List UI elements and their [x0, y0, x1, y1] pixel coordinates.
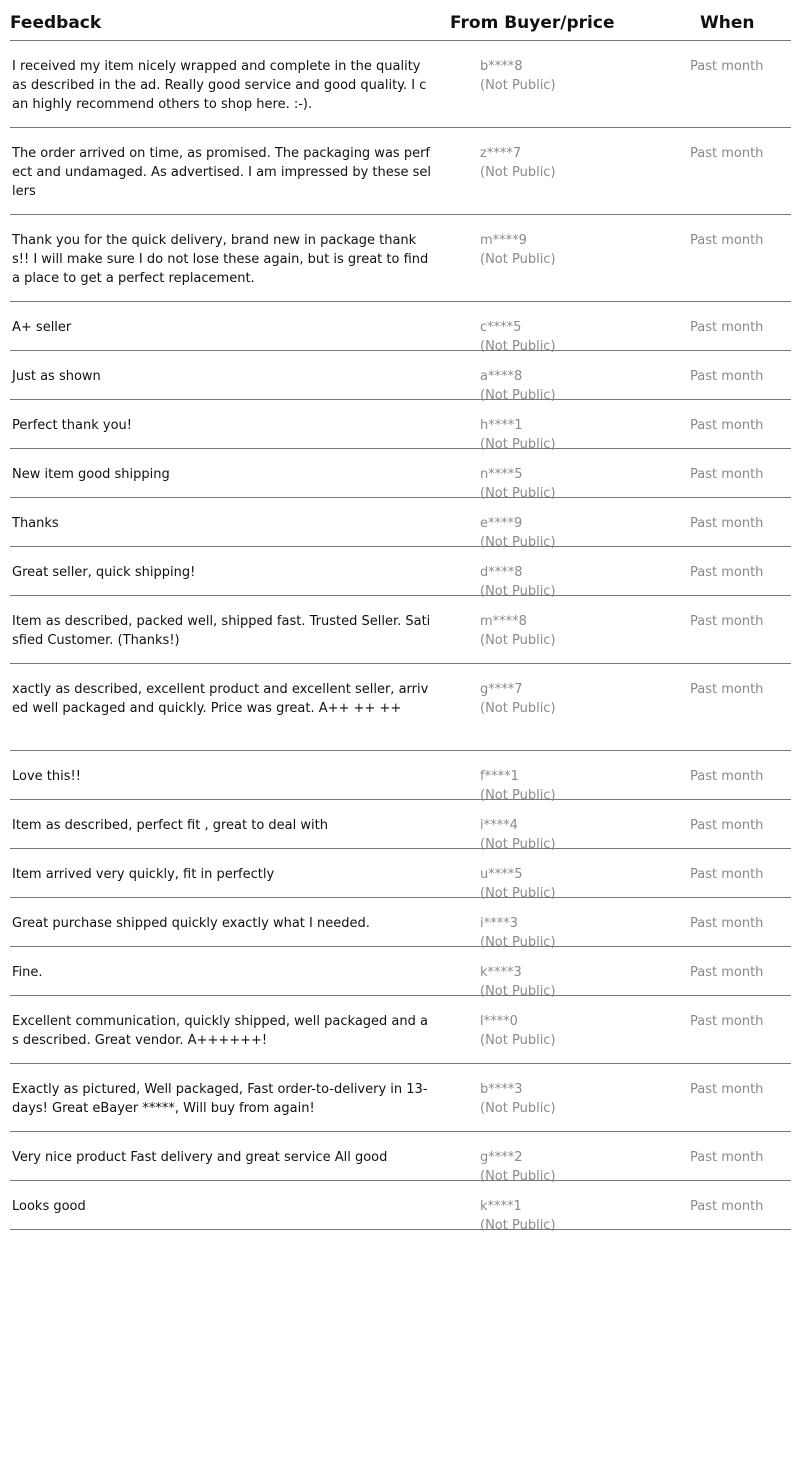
buyer-privacy: (Not Public) — [480, 388, 556, 403]
buyer-privacy: (Not Public) — [480, 837, 556, 852]
buyer-id: g****7 — [480, 682, 523, 697]
buyer-cell — [480, 144, 556, 182]
buyer-cell — [480, 57, 556, 95]
table-row — [10, 596, 791, 664]
feedback-when: Past month — [690, 233, 764, 248]
feedback-table — [10, 0, 791, 1233]
column-header-when: When — [700, 13, 755, 33]
feedback-when: Past month — [690, 916, 764, 931]
table-row — [10, 947, 791, 999]
buyer-id: z****7 — [480, 146, 522, 161]
buyer-cell — [480, 231, 556, 269]
buyer-privacy: (Not Public) — [480, 78, 556, 93]
feedback-when: Past month — [690, 516, 764, 531]
feedback-when: Past month — [690, 320, 764, 335]
buyer-id: m****9 — [480, 233, 527, 248]
buyer-privacy: (Not Public) — [480, 1101, 556, 1116]
buyer-privacy: (Not Public) — [480, 633, 556, 648]
buyer-id: f****1 — [480, 769, 519, 784]
feedback-when: Past month — [690, 146, 764, 161]
buyer-id: n****5 — [480, 467, 523, 482]
buyer-cell — [480, 612, 556, 650]
table-row — [10, 1064, 791, 1132]
table-row — [10, 498, 791, 550]
buyer-privacy: (Not Public) — [480, 1218, 556, 1233]
buyer-id: u****5 — [480, 867, 523, 882]
feedback-when: Past month — [690, 682, 764, 697]
feedback-text: Item as described, packed well, shipped fast. Trusted Seller. Satisfied Customer. (Thanks!) — [12, 614, 431, 648]
feedback-text: Just as shown — [12, 369, 101, 384]
feedback-when: Past month — [690, 818, 764, 833]
buyer-privacy: (Not Public) — [480, 165, 556, 180]
table-row — [10, 400, 791, 452]
feedback-text: Excellent communication, quickly shipped, well packaged and as described. Great vendor. A++++++! — [12, 1014, 428, 1048]
feedback-text: Thank you for the quick delivery, brand new in package thanks!! I will make sure I do not lose these again, but is great to find a place to get a perfect replacement. — [12, 233, 433, 286]
feedback-when: Past month — [690, 418, 764, 433]
table-row — [10, 351, 791, 403]
table-row — [10, 1132, 791, 1184]
feedback-text: Thanks — [12, 516, 59, 531]
buyer-privacy: (Not Public) — [480, 437, 556, 452]
buyer-privacy: (Not Public) — [480, 886, 556, 901]
buyer-privacy: (Not Public) — [480, 701, 556, 716]
feedback-text: Fine. — [12, 965, 43, 980]
table-row — [10, 898, 791, 950]
feedback-text: xactly as described, excellent product and excellent seller, arrived well packaged and quickly. Price was great. A++ ++ ++ — [12, 682, 429, 716]
feedback-text: Great seller, quick shipping! — [12, 565, 196, 580]
buyer-id: e****9 — [480, 516, 523, 531]
buyer-cell — [480, 1012, 556, 1050]
buyer-id: i****3 — [480, 916, 518, 931]
buyer-id: m****8 — [480, 614, 527, 629]
feedback-text: New item good shipping — [12, 467, 170, 482]
feedback-when: Past month — [690, 1150, 764, 1165]
feedback-when: Past month — [690, 1082, 764, 1097]
feedback-when: Past month — [690, 369, 764, 384]
table-row — [10, 449, 791, 501]
feedback-text: Looks good — [12, 1199, 86, 1214]
buyer-cell — [480, 680, 556, 718]
table-row — [10, 996, 791, 1064]
column-header-buyer: From Buyer/price — [450, 13, 615, 33]
feedback-when: Past month — [690, 769, 764, 784]
buyer-cell — [480, 1197, 556, 1235]
feedback-when: Past month — [690, 867, 764, 882]
buyer-id: b****3 — [480, 1082, 523, 1097]
column-header-feedback: Feedback — [10, 13, 102, 33]
buyer-id: c****5 — [480, 320, 522, 335]
table-row — [10, 41, 791, 128]
buyer-privacy: (Not Public) — [480, 339, 556, 354]
buyer-privacy: (Not Public) — [480, 984, 556, 999]
feedback-text: Great purchase shipped quickly exactly what I needed. — [12, 916, 370, 931]
table-row — [10, 128, 791, 215]
feedback-when: Past month — [690, 467, 764, 482]
buyer-privacy: (Not Public) — [480, 788, 556, 803]
buyer-id: k****1 — [480, 1199, 522, 1214]
feedback-when: Past month — [690, 1199, 764, 1214]
buyer-cell — [480, 1080, 556, 1118]
table-header — [10, 0, 791, 41]
feedback-text: A+ seller — [12, 320, 72, 335]
table-row — [10, 800, 791, 852]
table-row — [10, 547, 791, 599]
table-row — [10, 1181, 791, 1233]
feedback-text: Item as described, perfect fit , great to deal with — [12, 818, 328, 833]
feedback-when: Past month — [690, 614, 764, 629]
feedback-text: Love this!! — [12, 769, 81, 784]
buyer-privacy: (Not Public) — [480, 486, 556, 501]
buyer-privacy: (Not Public) — [480, 535, 556, 550]
buyer-id: b****8 — [480, 59, 523, 74]
buyer-id: g****2 — [480, 1150, 523, 1165]
feedback-text: Very nice product Fast delivery and great service All good — [12, 1150, 388, 1165]
buyer-id: i****4 — [480, 818, 518, 833]
buyer-privacy: (Not Public) — [480, 584, 556, 599]
feedback-text: Perfect thank you! — [12, 418, 132, 433]
table-row — [10, 664, 791, 751]
buyer-privacy: (Not Public) — [480, 252, 556, 267]
feedback-text: Exactly as pictured, Well packaged, Fast order-to-delivery in 13-days! Great eBayer *****, Will buy from again! — [12, 1082, 428, 1116]
buyer-id: a****8 — [480, 369, 523, 384]
buyer-privacy: (Not Public) — [480, 935, 556, 950]
feedback-text: I received my item nicely wrapped and complete in the quality as described in the ad. Really good service and good quality. I can highly recommend others to shop here. :-). — [12, 59, 427, 112]
buyer-id: h****1 — [480, 418, 523, 433]
table-row — [10, 302, 791, 354]
buyer-privacy: (Not Public) — [480, 1169, 556, 1184]
feedback-when: Past month — [690, 59, 764, 74]
buyer-id: l****0 — [480, 1014, 518, 1029]
buyer-id: d****8 — [480, 565, 523, 580]
table-row — [10, 751, 791, 803]
buyer-privacy: (Not Public) — [480, 1033, 556, 1048]
feedback-text: Item arrived very quickly, fit in perfectly — [12, 867, 275, 882]
feedback-when: Past month — [690, 965, 764, 980]
table-row — [10, 849, 791, 901]
table-row — [10, 215, 791, 302]
buyer-id: k****3 — [480, 965, 522, 980]
feedback-when: Past month — [690, 565, 764, 580]
feedback-when: Past month — [690, 1014, 764, 1029]
feedback-text: The order arrived on time, as promised. The packaging was perfect and undamaged. As advertised. I am impressed by these sellers — [12, 146, 432, 199]
